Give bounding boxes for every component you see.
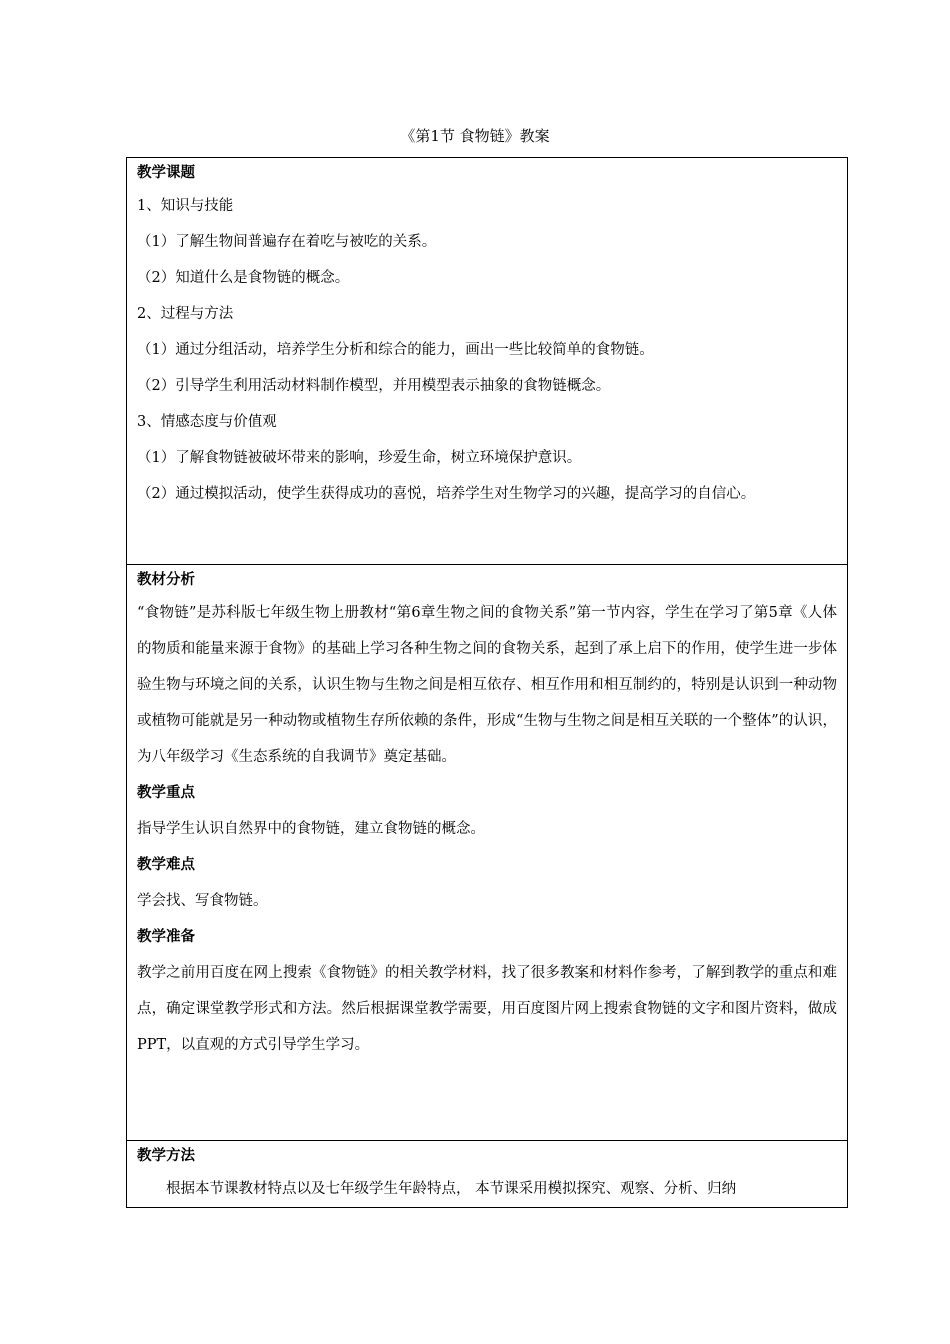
method-cell bbox=[127, 1141, 848, 1208]
objective-line: （1）了解生物间普遍存在着吃与被吃的关系。 bbox=[137, 234, 437, 250]
table-row bbox=[127, 158, 848, 565]
key-point-text: 指导学生认识自然界中的食物链，建立食物链的概念。 bbox=[137, 821, 485, 837]
objective-line: （1）了解食物链被破坏带来的影响，珍爱生命，树立环境保护意识。 bbox=[137, 450, 582, 466]
analysis-cell bbox=[127, 565, 848, 1141]
objective-line: 1、知识与技能 bbox=[137, 198, 234, 214]
difficulty-text: 学会找、写食物链。 bbox=[137, 893, 268, 909]
objective-line: （2）通过模拟活动，使学生获得成功的喜悦，培养学生对生物学习的兴趣，提高学习的自信心。 bbox=[137, 486, 756, 502]
method-heading: 教学方法 bbox=[137, 1147, 195, 1164]
method-text: 根据本节课教材特点以及七年级学生年龄特点， 本节课采用模拟探究、观察、分析、归纳 bbox=[166, 1181, 737, 1197]
objective-line: （2）知道什么是食物链的概念。 bbox=[137, 270, 350, 286]
preparation-paragraph: 教学之前用百度在网上搜索《食物链》的相关教学材料，找了很多教案和材料作参考，了解到教学的重点和难点，确定课堂教学形式和方法。然后根据课堂教学需要，用百度图片网上搜索食物链的文字和图片资料，做成PPT，以直观的方式引导学生学习。 bbox=[137, 965, 837, 1053]
objectives-cell bbox=[127, 158, 848, 565]
table-row bbox=[127, 1141, 848, 1208]
preparation-heading: 教学准备 bbox=[137, 928, 195, 945]
objective-line: 2、过程与方法 bbox=[137, 306, 234, 322]
document-title: 《第1节 食物链》教案 bbox=[400, 127, 550, 145]
lesson-plan-table bbox=[126, 157, 848, 1208]
objective-line: （1）通过分组活动，培养学生分析和综合的能力，画出一些比较简单的食物链。 bbox=[137, 342, 654, 358]
objective-line: （2）引导学生利用活动材料制作模型，并用模型表示抽象的食物链概念。 bbox=[137, 378, 611, 394]
table-row bbox=[127, 565, 848, 1141]
objectives-heading: 教学课题 bbox=[137, 164, 195, 181]
difficulty-heading: 教学难点 bbox=[137, 856, 195, 873]
analysis-heading: 教材分析 bbox=[137, 571, 195, 588]
key-point-heading: 教学重点 bbox=[137, 784, 195, 801]
objective-line: 3、情感态度与价值观 bbox=[137, 414, 277, 430]
analysis-paragraph: “食物链”是苏科版七年级生物上册教材“第6章生物之间的食物关系”第一节内容，学生在学习了第5章《人体的物质和能量来源于食物》的基础上学习各种生物之间的食物关系，起到了承上启下的作用，使学生进一步体验生物与环境之间的关系，认识生物与生物之间是相互依存、相互作用和相互制约的，特别是认识到一种动物或植物可能就是另一种动物或植物生存所依赖的条件，形成“生物与生物之间是相互关联的一个整体”的认识，为八年级学习《生态系统的自我调节》奠定基础。 bbox=[137, 605, 837, 765]
